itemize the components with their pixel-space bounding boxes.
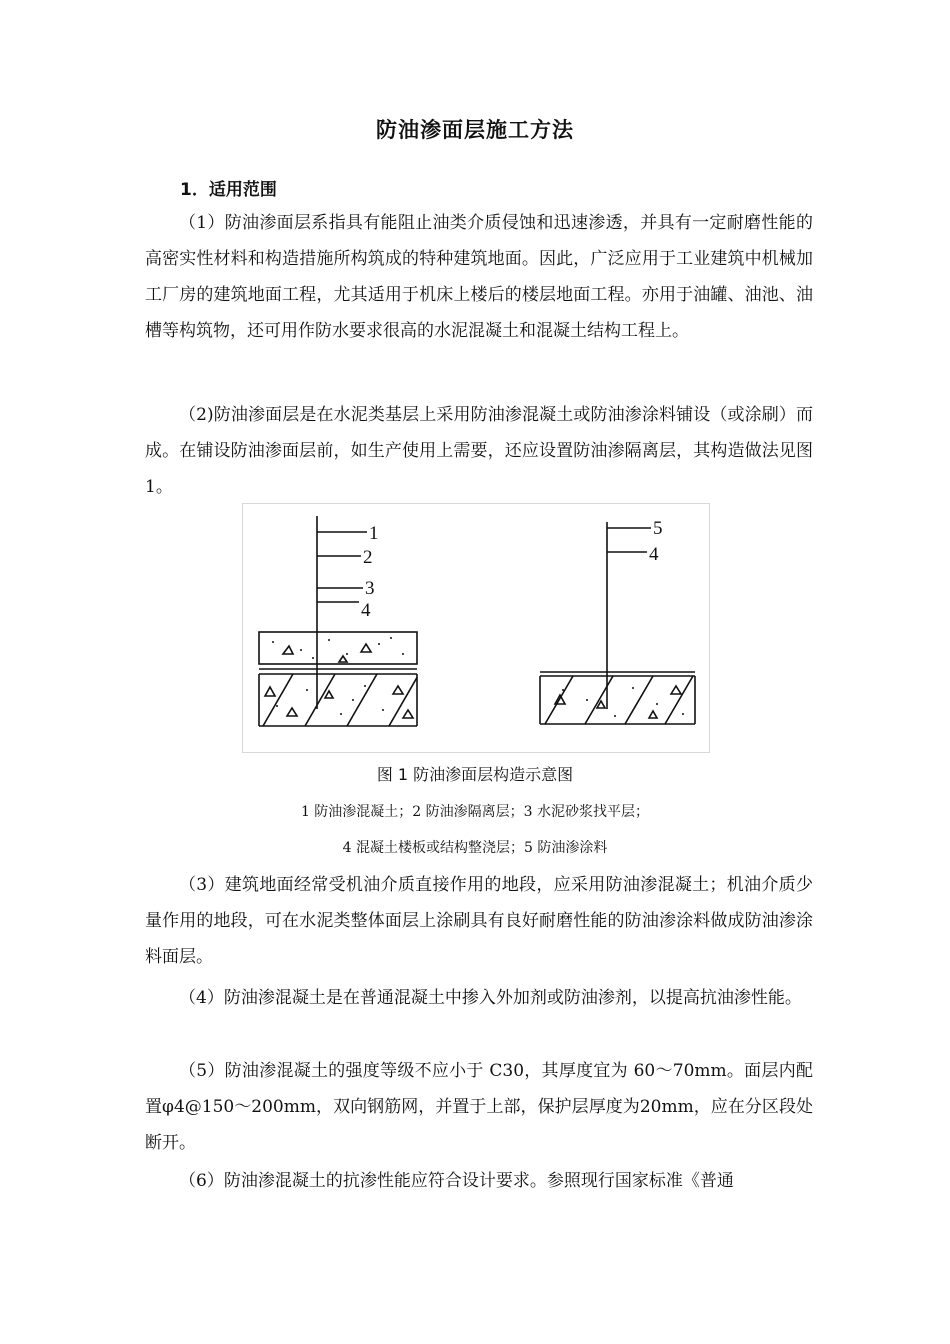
figure-legend-line-1: 1 防油渗混凝土；2 防油渗隔离层；3 水泥砂浆找平层； xyxy=(300,804,650,820)
left-callout-labels xyxy=(361,523,379,621)
paragraph-5: （5）防油渗混凝土的强度等级不应小于 C30，其厚度宜为 60～70mm。面层内配置φ4@150～200mm，双向钢筋网，并置于上部，保护层厚度为20mm，应在分区段处断开。 xyxy=(145,1061,813,1153)
callout-label-5: 5 xyxy=(653,518,663,539)
callout-label-2: 2 xyxy=(363,547,373,568)
callout-label-1: 1 xyxy=(369,523,379,544)
section-heading: 1．适用范围 xyxy=(180,180,277,200)
paragraph-1: （1）防油渗面层系指具有能阻止油类介质侵蚀和迅速渗透，并具有一定耐磨性能的高密实性材料和构造措施所构筑成的特种建筑地面。因此，广泛应用于工业建筑中机械加工厂房的建筑地面工程，尤其适用于机床上楼后的楼层地面工程。亦用于油罐、油池、油槽等构筑物，还可用作防水要求很高的水泥混凝土和混凝土结构工程上。 xyxy=(145,213,813,341)
callout-label-4-right: 4 xyxy=(649,544,659,565)
left-section-drawing xyxy=(259,516,419,726)
construction-diagram xyxy=(242,503,710,753)
callout-label-3: 3 xyxy=(365,578,375,599)
paragraph-6: （6）防油渗混凝土的抗渗性能应符合设计要求。参照现行国家标准《普通 xyxy=(179,1171,734,1191)
right-section-dots xyxy=(562,687,684,717)
document-title: 防油渗面层施工方法 xyxy=(376,118,574,142)
figure-legend-line-2: 4 混凝土楼板或结构整浇层；5 防油渗涂料 xyxy=(342,840,608,856)
paragraph-4: （4）防油渗混凝土是在普通混凝土中掺入外加剂或防油渗剂，以提高抗油渗性能。 xyxy=(179,988,802,1008)
callout-label-4: 4 xyxy=(361,600,371,621)
right-callout-labels xyxy=(649,518,663,565)
paragraph-3: （3）建筑地面经常受机油介质直接作用的地段，应采用防油渗混凝土；机油介质少量作用的地段，可在水泥类整体面层上涂刷具有良好耐磨性能的防油渗涂料做成防油渗涂料面层。 xyxy=(145,875,813,967)
right-section-drawing xyxy=(540,522,695,724)
paragraph-2: （2)防油渗面层是在水泥类基层上采用防油渗混凝土或防油渗涂料铺设（或涂刷）而成。在铺设防油渗面层前，如生产使用上需要，还应设置防油渗隔离层，其构造做法见图 1。 xyxy=(145,405,813,497)
figure-caption: 图 1 防油渗面层构造示意图 xyxy=(376,765,574,784)
